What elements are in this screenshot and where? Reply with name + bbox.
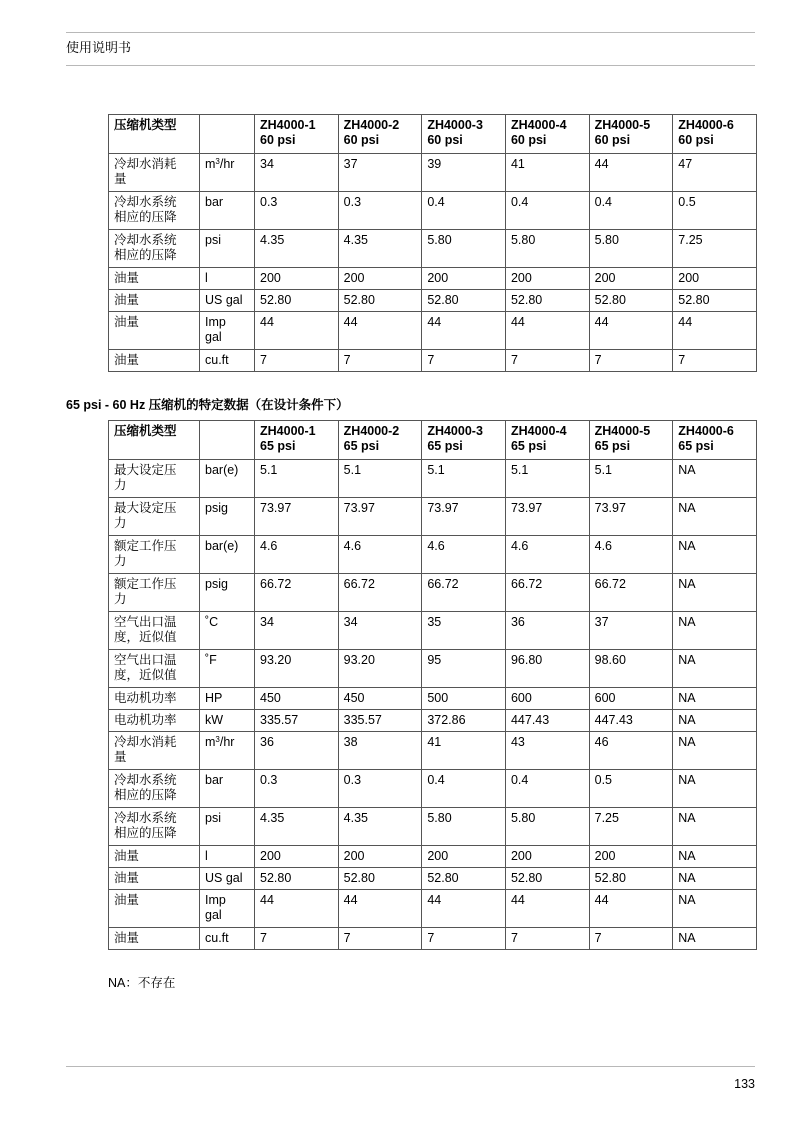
row-label: 最大设定压 力 xyxy=(109,498,200,536)
row-unit: l xyxy=(200,268,255,290)
row-value: NA xyxy=(673,460,757,498)
table-row xyxy=(109,498,757,536)
row-unit: ˚F xyxy=(200,650,255,688)
row-label: 电动机功率 xyxy=(109,688,200,710)
row-value: 500 xyxy=(422,688,506,710)
row-value: 44 xyxy=(505,890,589,928)
row-value: 52.80 xyxy=(589,868,673,890)
row-value: 73.97 xyxy=(505,498,589,536)
header-cell-model: ZH4000-4 60 psi xyxy=(505,115,589,154)
row-value: 200 xyxy=(505,268,589,290)
table-row xyxy=(109,192,757,230)
row-unit: cu.ft xyxy=(200,928,255,950)
row-value: 73.97 xyxy=(255,498,339,536)
row-value: 450 xyxy=(338,688,422,710)
row-value: 34 xyxy=(255,612,339,650)
row-unit: bar xyxy=(200,770,255,808)
row-value: 600 xyxy=(589,688,673,710)
row-label: 电动机功率 xyxy=(109,710,200,732)
row-value: 37 xyxy=(589,612,673,650)
row-value: 4.6 xyxy=(505,536,589,574)
row-value: 66.72 xyxy=(589,574,673,612)
table-row xyxy=(109,268,757,290)
row-value: 7 xyxy=(422,350,506,372)
table-row xyxy=(109,312,757,350)
row-value: 44 xyxy=(589,312,673,350)
table-row xyxy=(109,350,757,372)
row-label: 油量 xyxy=(109,312,200,350)
row-value: NA xyxy=(673,770,757,808)
table-row xyxy=(109,460,757,498)
table-row xyxy=(109,574,757,612)
row-value: 41 xyxy=(422,732,506,770)
row-value: 335.57 xyxy=(338,710,422,732)
row-value: 450 xyxy=(255,688,339,710)
row-value: 4.6 xyxy=(589,536,673,574)
table-row xyxy=(109,710,757,732)
header-cell-unit xyxy=(200,421,255,460)
table-row xyxy=(109,868,757,890)
table-row xyxy=(109,890,757,928)
row-value: 447.43 xyxy=(505,710,589,732)
header-cell-model: ZH4000-2 65 psi xyxy=(338,421,422,460)
header-rule-top xyxy=(66,32,755,33)
row-value: 200 xyxy=(338,268,422,290)
table-row xyxy=(109,846,757,868)
row-value: 7.25 xyxy=(673,230,757,268)
row-value: 44 xyxy=(589,154,673,192)
row-value: 52.80 xyxy=(255,290,339,312)
row-value: 0.3 xyxy=(338,770,422,808)
row-label: 油量 xyxy=(109,350,200,372)
table-row xyxy=(109,650,757,688)
row-label: 冷却水系统 相应的压降 xyxy=(109,808,200,846)
row-value: 447.43 xyxy=(589,710,673,732)
row-value: 44 xyxy=(422,312,506,350)
row-value: 73.97 xyxy=(422,498,506,536)
row-value: 41 xyxy=(505,154,589,192)
row-unit: psi xyxy=(200,808,255,846)
row-value: 73.97 xyxy=(338,498,422,536)
row-value: 0.4 xyxy=(589,192,673,230)
header-cell-model: ZH4000-1 65 psi xyxy=(255,421,339,460)
row-value: 7 xyxy=(589,928,673,950)
row-value: 5.80 xyxy=(589,230,673,268)
row-value: 7 xyxy=(255,350,339,372)
row-label: 空气出口温 度，近似值 xyxy=(109,650,200,688)
row-label: 冷却水消耗 量 xyxy=(109,154,200,192)
row-value: 44 xyxy=(255,312,339,350)
row-value: 44 xyxy=(338,312,422,350)
row-value: 52.80 xyxy=(673,290,757,312)
row-value: 0.4 xyxy=(505,192,589,230)
row-value: 43 xyxy=(505,732,589,770)
row-value: 4.6 xyxy=(255,536,339,574)
row-value: 200 xyxy=(255,846,339,868)
table-row xyxy=(109,290,757,312)
row-unit: bar xyxy=(200,192,255,230)
header-cell-model: ZH4000-1 60 psi xyxy=(255,115,339,154)
table-row xyxy=(109,808,757,846)
table-row xyxy=(109,732,757,770)
header-cell-model: ZH4000-5 60 psi xyxy=(589,115,673,154)
row-label: 冷却水系统 相应的压降 xyxy=(109,770,200,808)
row-value: 52.80 xyxy=(338,868,422,890)
row-value: 335.57 xyxy=(255,710,339,732)
row-unit: bar(e) xyxy=(200,536,255,574)
row-label: 冷却水系统 相应的压降 xyxy=(109,192,200,230)
row-value: 5.1 xyxy=(422,460,506,498)
spec-table-60psi-body xyxy=(109,115,757,372)
row-value: 38 xyxy=(338,732,422,770)
row-value: NA xyxy=(673,732,757,770)
row-value: 36 xyxy=(255,732,339,770)
row-value: 5.80 xyxy=(422,808,506,846)
row-value: 5.80 xyxy=(505,808,589,846)
row-value: NA xyxy=(673,688,757,710)
row-value: 66.72 xyxy=(255,574,339,612)
header-cell-model: ZH4000-6 60 psi xyxy=(673,115,757,154)
row-value: 200 xyxy=(338,846,422,868)
row-value: 34 xyxy=(338,612,422,650)
footnote: NA：不存在 xyxy=(108,976,176,990)
row-value: 34 xyxy=(255,154,339,192)
row-value: 52.80 xyxy=(422,290,506,312)
header-cell-model: ZH4000-3 60 psi xyxy=(422,115,506,154)
row-label: 空气出口温 度，近似值 xyxy=(109,612,200,650)
row-value: 44 xyxy=(673,312,757,350)
spec-table-65psi-body xyxy=(109,421,757,950)
row-value: 0.5 xyxy=(673,192,757,230)
row-value: NA xyxy=(673,710,757,732)
row-value: 93.20 xyxy=(338,650,422,688)
row-label: 额定工作压 力 xyxy=(109,536,200,574)
row-value: NA xyxy=(673,808,757,846)
row-value: NA xyxy=(673,868,757,890)
row-value: 0.4 xyxy=(505,770,589,808)
row-value: 7 xyxy=(338,928,422,950)
row-value: 93.20 xyxy=(255,650,339,688)
row-value: 4.35 xyxy=(255,230,339,268)
row-value: 0.5 xyxy=(589,770,673,808)
row-value: 0.4 xyxy=(422,770,506,808)
row-value: 4.35 xyxy=(338,230,422,268)
row-value: 600 xyxy=(505,688,589,710)
row-value: 35 xyxy=(422,612,506,650)
table-row xyxy=(109,928,757,950)
row-value: 52.80 xyxy=(505,868,589,890)
row-unit: HP xyxy=(200,688,255,710)
row-value: 0.3 xyxy=(255,192,339,230)
row-value: 7 xyxy=(589,350,673,372)
table-row xyxy=(109,688,757,710)
row-unit: psig xyxy=(200,574,255,612)
table-row xyxy=(109,612,757,650)
row-unit: kW xyxy=(200,710,255,732)
row-value: 52.80 xyxy=(338,290,422,312)
table-row xyxy=(109,230,757,268)
row-label: 油量 xyxy=(109,890,200,928)
row-value: 4.35 xyxy=(255,808,339,846)
document-title: 使用说明书 xyxy=(66,40,132,55)
row-value: 39 xyxy=(422,154,506,192)
row-value: 7 xyxy=(338,350,422,372)
row-value: 37 xyxy=(338,154,422,192)
header-cell-unit xyxy=(200,115,255,154)
row-value: 0.4 xyxy=(422,192,506,230)
row-unit: psig xyxy=(200,498,255,536)
row-value: 44 xyxy=(255,890,339,928)
header-cell-type: 压缩机类型 xyxy=(109,115,200,154)
row-value: 200 xyxy=(673,268,757,290)
row-value: 200 xyxy=(422,846,506,868)
row-value: NA xyxy=(673,650,757,688)
row-value: NA xyxy=(673,536,757,574)
row-unit: Imp gal xyxy=(200,312,255,350)
row-label: 油量 xyxy=(109,846,200,868)
row-unit: US gal xyxy=(200,290,255,312)
row-value: 66.72 xyxy=(338,574,422,612)
row-value: 5.1 xyxy=(505,460,589,498)
row-value: 7 xyxy=(505,350,589,372)
page-number: 133 xyxy=(734,1077,755,1091)
header-rule-bottom xyxy=(66,65,755,66)
row-value: 5.1 xyxy=(338,460,422,498)
row-value: 52.80 xyxy=(422,868,506,890)
row-value: 200 xyxy=(422,268,506,290)
row-label: 冷却水系统 相应的压降 xyxy=(109,230,200,268)
row-value: 7.25 xyxy=(589,808,673,846)
section-heading-65psi: 65 psi - 60 Hz 压缩机的特定数据（在设计条件下） xyxy=(66,398,349,412)
row-unit: $m^3/hr$ xyxy=(200,732,255,770)
row-value: 7 xyxy=(673,350,757,372)
header-cell-model: ZH4000-3 65 psi xyxy=(422,421,506,460)
row-value: 200 xyxy=(589,846,673,868)
row-label: 油量 xyxy=(109,868,200,890)
header-cell-model: ZH4000-4 65 psi xyxy=(505,421,589,460)
row-value: 66.72 xyxy=(422,574,506,612)
row-label: 油量 xyxy=(109,290,200,312)
row-label: 油量 xyxy=(109,928,200,950)
row-unit: cu.ft xyxy=(200,350,255,372)
spec-table-65psi xyxy=(108,420,757,950)
row-value: 200 xyxy=(255,268,339,290)
row-value: 36 xyxy=(505,612,589,650)
header-cell-model: ZH4000-5 65 psi xyxy=(589,421,673,460)
row-value: 46 xyxy=(589,732,673,770)
row-value: 66.72 xyxy=(505,574,589,612)
row-value: 52.80 xyxy=(505,290,589,312)
row-value: 200 xyxy=(505,846,589,868)
row-label: 额定工作压 力 xyxy=(109,574,200,612)
row-value: NA xyxy=(673,890,757,928)
row-value: 96.80 xyxy=(505,650,589,688)
table-header-row xyxy=(109,421,757,460)
footer-rule xyxy=(66,1066,755,1067)
header-cell-type: 压缩机类型 xyxy=(109,421,200,460)
row-unit: l xyxy=(200,846,255,868)
row-label: 油量 xyxy=(109,268,200,290)
row-unit: bar(e) xyxy=(200,460,255,498)
row-value: 44 xyxy=(422,890,506,928)
table-header-row xyxy=(109,115,757,154)
spec-table-60psi xyxy=(108,114,757,372)
row-value: 7 xyxy=(255,928,339,950)
row-value: 200 xyxy=(589,268,673,290)
row-label: 冷却水消耗 量 xyxy=(109,732,200,770)
row-unit: $m^3/hr$ xyxy=(200,154,255,192)
row-unit: ˚C xyxy=(200,612,255,650)
row-label: 最大设定压 力 xyxy=(109,460,200,498)
row-value: 95 xyxy=(422,650,506,688)
row-value: NA xyxy=(673,612,757,650)
row-value: 0.3 xyxy=(338,192,422,230)
table-row xyxy=(109,536,757,574)
row-value: NA xyxy=(673,846,757,868)
row-value: 44 xyxy=(505,312,589,350)
row-value: 44 xyxy=(589,890,673,928)
table-row xyxy=(109,154,757,192)
row-value: 0.3 xyxy=(255,770,339,808)
row-value: 4.6 xyxy=(422,536,506,574)
row-value: 52.80 xyxy=(589,290,673,312)
row-value: 5.1 xyxy=(589,460,673,498)
row-value: 98.60 xyxy=(589,650,673,688)
row-value: NA xyxy=(673,928,757,950)
row-value: 5.80 xyxy=(422,230,506,268)
row-value: 7 xyxy=(505,928,589,950)
row-value: 7 xyxy=(422,928,506,950)
row-value: 5.80 xyxy=(505,230,589,268)
header-cell-model: ZH4000-2 60 psi xyxy=(338,115,422,154)
row-value: 372.86 xyxy=(422,710,506,732)
row-value: 52.80 xyxy=(255,868,339,890)
row-unit: psi xyxy=(200,230,255,268)
row-value: 73.97 xyxy=(589,498,673,536)
row-value: 44 xyxy=(338,890,422,928)
table-row xyxy=(109,770,757,808)
row-value: NA xyxy=(673,574,757,612)
row-unit: US gal xyxy=(200,868,255,890)
row-value: 47 xyxy=(673,154,757,192)
header-cell-model: ZH4000-6 65 psi xyxy=(673,421,757,460)
row-unit: Imp gal xyxy=(200,890,255,928)
row-value: 5.1 xyxy=(255,460,339,498)
row-value: 4.35 xyxy=(338,808,422,846)
row-value: 4.6 xyxy=(338,536,422,574)
row-value: NA xyxy=(673,498,757,536)
